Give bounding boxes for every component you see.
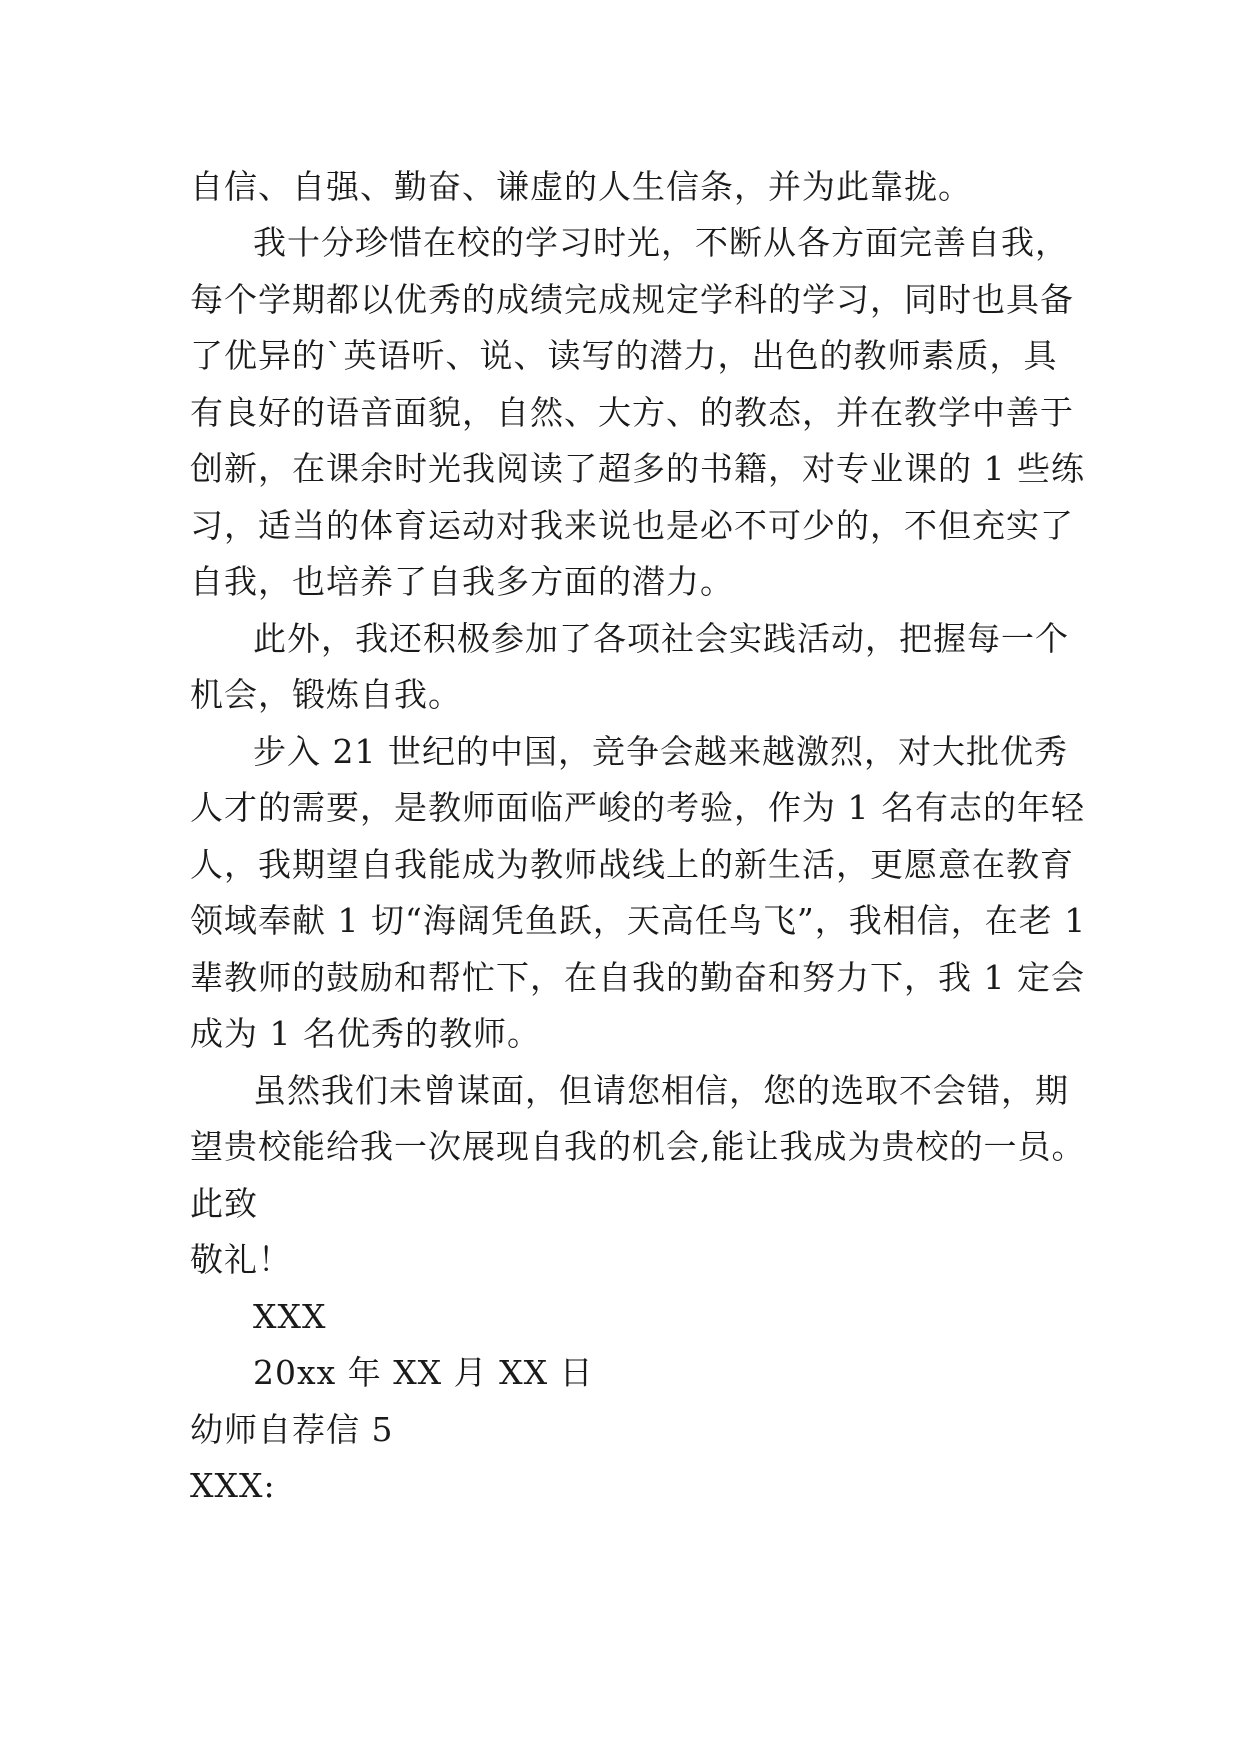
text-line: 人才的需要，是教师面临严峻的考验，作为 1 名有志的年轻: [190, 788, 1085, 827]
section-title: 幼师自荐信 5: [190, 1410, 394, 1449]
text-line: 机会，锻炼自我。: [190, 675, 462, 714]
text-line: 了优异的`英语听、说、读写的潜力，出色的教师素质，具: [190, 336, 1058, 375]
text-line: 自信、自强、勤奋、谦虚的人生信条，并为此靠拢。: [190, 167, 972, 206]
letter-recipient: XXX:: [190, 1466, 276, 1505]
closing-salutation: 此致: [190, 1184, 258, 1223]
text-line: 望贵校能给我一次展现自我的机会,能让我成为贵校的一员。: [190, 1127, 1086, 1166]
text-line: 每个学期都以优秀的成绩完成规定学科的学习，同时也具备: [190, 280, 1074, 319]
closing-regards: 敬礼！: [190, 1240, 292, 1279]
text-line: 辈教师的鼓励和帮忙下，在自我的勤奋和努力下，我 1 定会: [190, 958, 1085, 997]
paragraph-start-line: 我十分珍惜在校的学习时光，不断从各方面完善自我，: [253, 223, 1069, 262]
signature-date: 20xx 年 XX 月 XX 日: [253, 1353, 594, 1392]
text-line: 人，我期望自我能成为教师战线上的新生活，更愿意在教育: [190, 845, 1074, 884]
paragraph-start-line: 此外，我还积极参加了各项社会实践活动，把握每一个: [253, 619, 1069, 658]
text-line: 成为 1 名优秀的教师。: [190, 1014, 541, 1053]
text-line: 创新，在课余时光我阅读了超多的书籍，对专业课的 1 些练: [190, 449, 1085, 488]
text-line: 自我，也培养了自我多方面的潜力。: [190, 562, 734, 601]
text-line: 有良好的语音面貌，自然、大方、的教态，并在教学中善于: [190, 393, 1074, 432]
text-line: 习，适当的体育运动对我来说也是必不可少的，不但充实了: [190, 506, 1074, 545]
signature-name: XXX: [253, 1297, 327, 1336]
text-line: 领域奉献 1 切“海阔凭鱼跃，天高任鸟飞”，我相信，在老 1: [190, 901, 1087, 940]
paragraph-start-line: 虽然我们未曾谋面，但请您相信，您的选取不会错，期: [253, 1071, 1069, 1110]
paragraph-start-line: 步入 21 世纪的中国，竞争会越来越激烈，对大批优秀: [253, 732, 1068, 771]
